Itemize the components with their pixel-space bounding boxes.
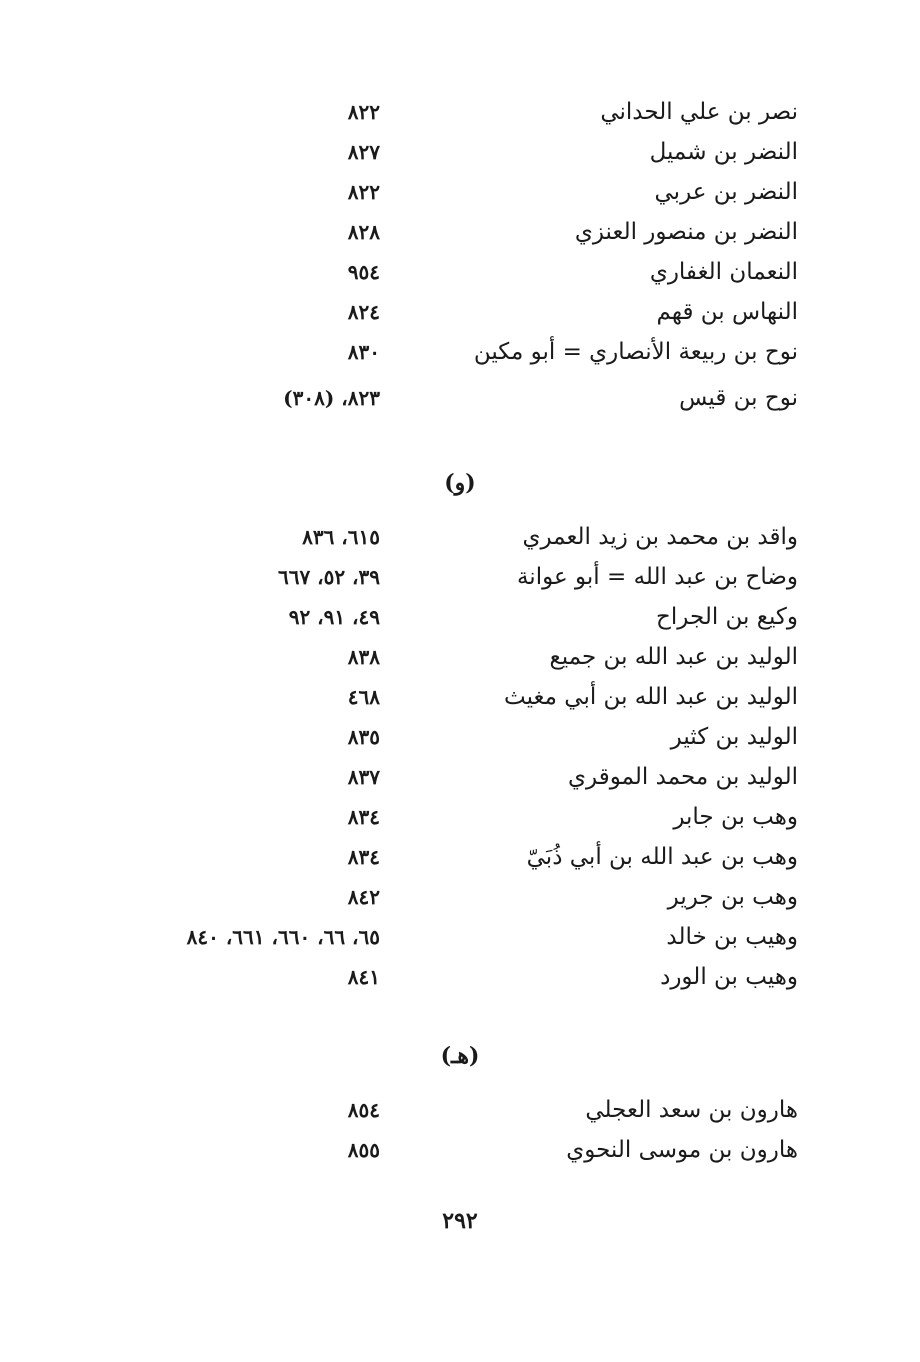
entry-pages: ٨٣٤ <box>347 845 380 869</box>
section-heading-waw: (و) <box>444 470 476 496</box>
index-entry <box>0 837 920 877</box>
entry-name: النضر بن عربي <box>654 179 798 205</box>
entry-pages: ٤٩، ٩١، ٩٢ <box>288 605 380 629</box>
index-entry <box>0 717 920 757</box>
entry-pages: ٦٥، ٦٦، ٦٦٠، ٦٦١، ٨٤٠ <box>186 925 380 949</box>
entry-pages: ٨٢٢ <box>347 180 380 204</box>
index-entry <box>0 212 920 252</box>
entry-pages: ٨٤١ <box>347 965 380 989</box>
index-entry <box>0 132 920 172</box>
index-entry <box>0 637 920 677</box>
entry-pages: ٨٣٠ <box>347 340 380 364</box>
index-entry <box>0 252 920 292</box>
entry-name: نوح بن ربيعة الأنصاري = أبو مكين <box>473 339 798 365</box>
entry-name: الوليد بن عبد الله بن جميع <box>549 644 798 670</box>
index-entry <box>0 917 920 957</box>
index-entry <box>0 378 920 418</box>
entry-pages: ٨٢٧ <box>347 140 380 164</box>
entry-name: هارون بن موسى النحوي <box>566 1137 798 1163</box>
entry-name: وكيع بن الجراح <box>656 604 798 630</box>
entry-name: وهب بن جرير <box>667 884 798 910</box>
entry-pages: ٨٥٥ <box>347 1138 380 1162</box>
entry-name: الوليد بن عبد الله بن أبي مغيث <box>504 684 798 710</box>
entry-name: النضر بن شميل <box>649 139 798 165</box>
entry-pages: ٨٥٤ <box>347 1098 380 1122</box>
entry-pages: ٦١٥، ٨٣٦ <box>302 525 380 549</box>
entry-name: النضر بن منصور العنزي <box>574 219 798 245</box>
index-entry <box>0 557 920 597</box>
entry-name: وهب بن جابر <box>673 804 798 830</box>
index-entry <box>0 877 920 917</box>
entry-name: الوليد بن كثير <box>670 724 798 750</box>
index-entry <box>0 677 920 717</box>
index-entry <box>0 332 920 372</box>
index-entry <box>0 517 920 557</box>
entry-name: وهب بن عبد الله بن أبي ذُبَيّ <box>526 844 798 870</box>
entry-name: النعمان الغفاري <box>649 259 798 285</box>
entry-name: نصر بن علي الحداني <box>600 99 798 125</box>
index-entry <box>0 957 920 997</box>
entry-name: النهاس بن قهم <box>656 299 798 325</box>
entry-pages: ٨٣٧ <box>347 765 380 789</box>
entry-name: هارون بن سعد العجلي <box>585 1097 798 1123</box>
index-entry <box>0 292 920 332</box>
entry-pages: ٣٩، ٥٢، ٦٦٧ <box>277 565 380 589</box>
section-heading-ha: (هـ) <box>440 1043 480 1069</box>
entry-pages: ٨٢٤ <box>347 300 380 324</box>
section-waw <box>0 517 920 997</box>
entry-pages: ٨٢٢ <box>347 100 380 124</box>
entry-pages: ٨٤٢ <box>347 885 380 909</box>
index-entry <box>0 597 920 637</box>
entry-pages: ٨٣٥ <box>347 725 380 749</box>
entry-pages: ٤٦٨ <box>347 685 380 709</box>
index-entry <box>0 92 920 132</box>
section-nun <box>0 92 920 418</box>
entry-name: وضاح بن عبد الله = أبو عوانة <box>516 564 798 590</box>
index-entry <box>0 797 920 837</box>
entry-name: واقد بن محمد بن زيد العمري <box>522 524 798 550</box>
entry-name: وهيب بن خالد <box>666 924 798 950</box>
index-entry <box>0 1090 920 1130</box>
page-number: ٢٩٢ <box>442 1208 478 1234</box>
entry-pages: ٩٥٤ <box>347 260 380 284</box>
entry-pages: ٨٢٣، (٣٠٨) <box>283 386 380 410</box>
entry-name: وهيب بن الورد <box>660 964 798 990</box>
index-entry <box>0 1130 920 1170</box>
index-entry <box>0 757 920 797</box>
entry-pages: ٨٣٨ <box>347 645 380 669</box>
entry-pages: ٨٢٨ <box>347 220 380 244</box>
entry-name: الوليد بن محمد الموقري <box>568 764 798 790</box>
entry-pages: ٨٣٤ <box>347 805 380 829</box>
entry-name: نوح بن قيس <box>679 385 798 411</box>
index-entry <box>0 172 920 212</box>
section-ha <box>0 1090 920 1170</box>
